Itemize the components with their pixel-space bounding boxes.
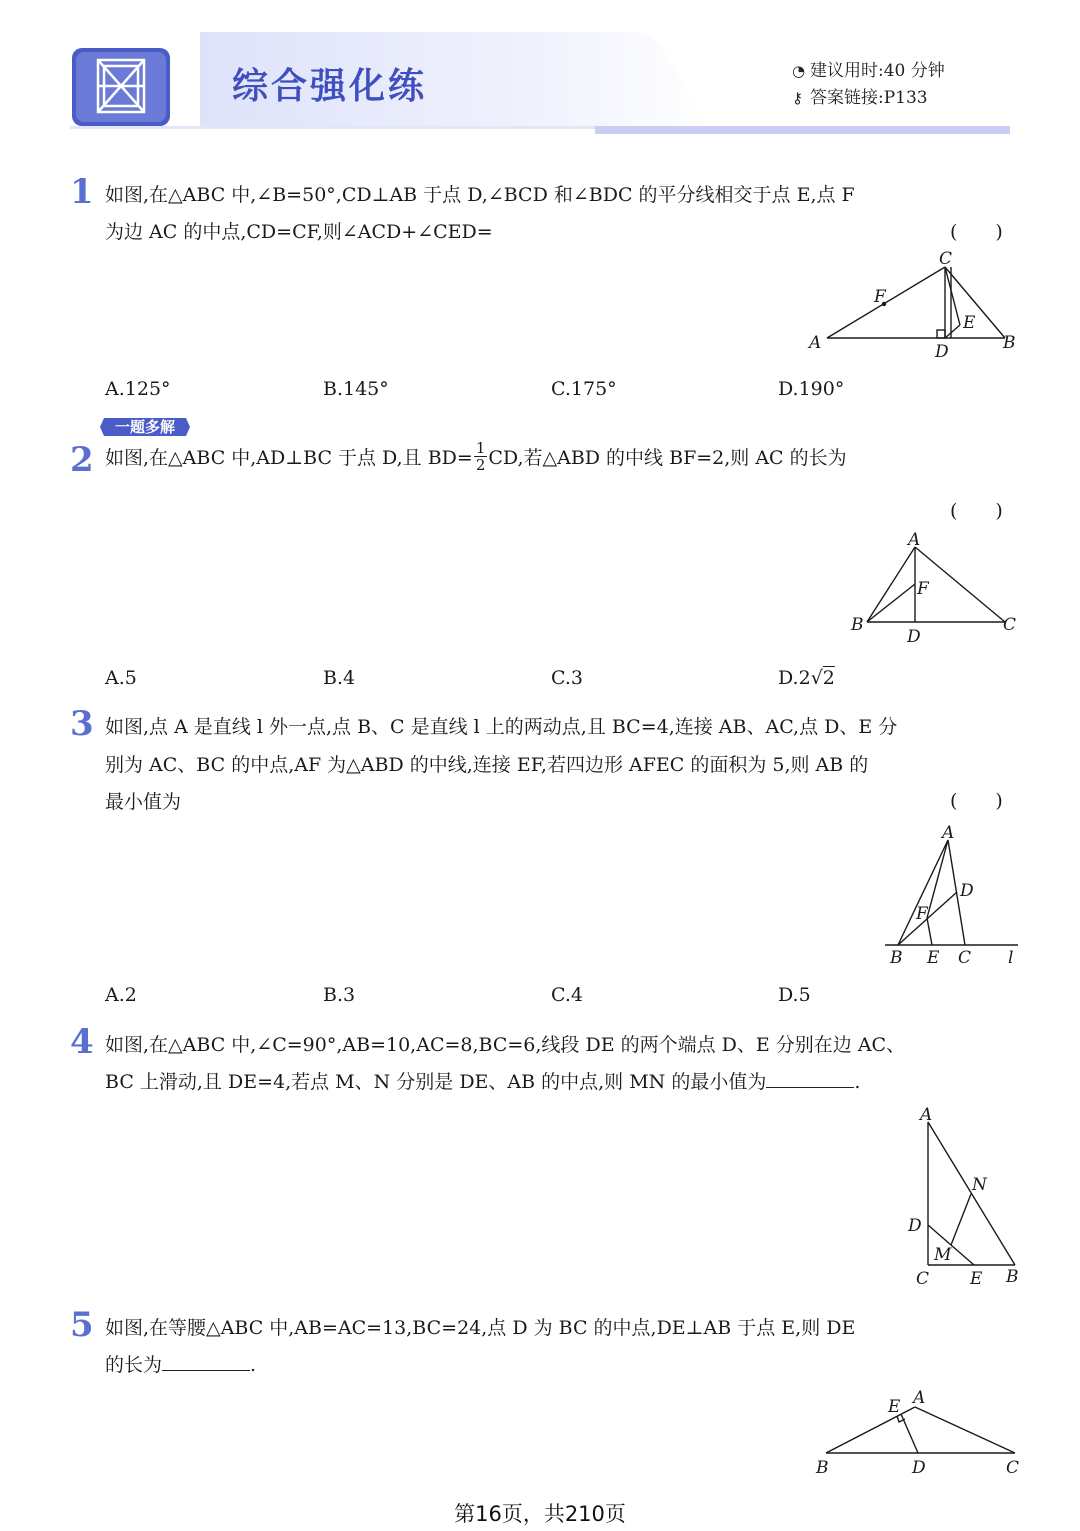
question-3-line-1: 如图,点 A 是直线 l 外一点,点 B、C 是直线 l 上的两动点,且 BC=4,连接 AB、AC,点 D、E 分 xyxy=(105,716,898,738)
label-a: A xyxy=(920,1105,933,1125)
question-1-option-a[interactable]: A.125° xyxy=(105,378,171,400)
label-e: E xyxy=(970,1269,983,1289)
label-f: F xyxy=(916,904,928,924)
question-2-option-a[interactable]: A.5 xyxy=(105,667,137,689)
question-1-figure xyxy=(805,250,1025,362)
question-5-line-1: 如图,在等腰△ABC 中,AB=AC=13,BC=24,点 D 为 BC 的中点,DE⊥AB 于点 E,则 DE xyxy=(105,1317,856,1339)
question-4-line-1: 如图,在△ABC 中,∠C=90°,AB=10,AC=8,BC=6,线段 DE 的两个端点 D、E 分别在边 AC、 xyxy=(105,1034,906,1056)
segment-mn xyxy=(951,1194,971,1245)
key-icon: ⚷ xyxy=(792,89,803,107)
suggested-time xyxy=(792,56,945,81)
page-number-footer: 第16页，共210页 xyxy=(454,1502,626,1526)
question-3-line-3: 最小值为 xyxy=(105,791,182,813)
question-5-period: . xyxy=(250,1354,257,1376)
question-2-answer-paren: ( ) xyxy=(950,500,1003,522)
question-4-line-2-text: BC 上滑动,且 DE=4,若点 M、N 分别是 DE、AB 的中点,则 MN 的最小值为 xyxy=(105,1071,767,1093)
question-1-line-1: 如图,在△ABC 中,∠B=50°,CD⊥AB 于点 D,∠BCD 和∠BDC 的平分线相交于点 E,点 F xyxy=(105,184,855,206)
question-1-option-b[interactable]: B.145° xyxy=(323,378,389,400)
multi-solution-tag-label: 一题多解 xyxy=(114,418,176,436)
label-b: B xyxy=(890,948,903,968)
question-3-option-b[interactable]: B.3 xyxy=(323,984,356,1006)
label-d: D xyxy=(912,1458,926,1478)
question-2-text-pre: 如图,在△ABC 中,AD⊥BC 于点 D,且 BD= xyxy=(105,446,473,469)
question-2-fraction xyxy=(474,440,488,473)
label-a: A xyxy=(908,530,921,550)
option-d-radicand: 2 xyxy=(822,667,835,689)
label-n: N xyxy=(972,1175,987,1195)
question-4-answer-blank[interactable] xyxy=(766,1069,854,1088)
answer-link[interactable] xyxy=(792,83,928,108)
question-2-option-d[interactable] xyxy=(778,667,835,689)
right-angle-mark xyxy=(937,330,945,338)
label-d: D xyxy=(908,1216,922,1236)
label-a: A xyxy=(942,823,955,843)
label-m: M xyxy=(934,1245,952,1265)
question-4-number: 4 xyxy=(70,1022,94,1062)
label-a: A xyxy=(913,1388,926,1408)
question-3-figure xyxy=(880,820,1020,970)
question-3-option-d[interactable]: D.5 xyxy=(778,984,811,1006)
question-3-option-c[interactable]: C.4 xyxy=(551,984,583,1006)
label-c: C xyxy=(916,1269,930,1289)
question-2-text-post: CD,若△ABD 的中线 BF=2,则 AC 的长为 xyxy=(488,446,847,469)
label-e: E xyxy=(963,313,976,333)
timer-icon: ◔ xyxy=(792,62,806,80)
question-4-figure xyxy=(900,1100,1025,1292)
label-c: C xyxy=(1003,615,1017,635)
label-b: B xyxy=(1006,1267,1019,1287)
label-l: l xyxy=(1008,948,1014,968)
question-1-option-c[interactable]: C.175° xyxy=(551,378,617,400)
question-5-figure xyxy=(810,1385,1025,1480)
label-d: D xyxy=(935,342,949,362)
question-2-line-1 xyxy=(105,432,847,480)
segment-ac xyxy=(827,267,945,338)
fraction-numerator: 1 xyxy=(475,438,486,457)
question-4-period: . xyxy=(854,1071,861,1093)
segment-de xyxy=(945,325,960,338)
question-2-figure xyxy=(845,530,1025,648)
question-5-number: 5 xyxy=(70,1305,94,1345)
question-5-line-2-text: 的长为 xyxy=(105,1354,163,1376)
question-4-line-2 xyxy=(105,1067,860,1094)
label-c: C xyxy=(958,948,972,968)
question-3-number: 3 xyxy=(70,704,94,744)
question-3-line-2: 别为 AC、BC 的中点,AF 为△ABD 的中线,连接 EF,若四边形 AFEC 的面积为 5,则 AB 的 xyxy=(105,754,869,776)
question-1-option-d[interactable]: D.190° xyxy=(778,378,845,400)
question-2-option-b[interactable]: B.4 xyxy=(323,667,356,689)
option-d-text: D.2 xyxy=(778,667,811,689)
cube-icon xyxy=(72,48,170,126)
segment-ac xyxy=(915,1407,1015,1453)
answer-link-label: 答案链接:P133 xyxy=(810,88,928,108)
suggested-time-label: 建议用时:40 分钟 xyxy=(810,61,945,81)
question-2-option-c[interactable]: C.3 xyxy=(551,667,583,689)
question-3-option-a[interactable]: A.2 xyxy=(105,984,137,1006)
label-b: B xyxy=(1003,333,1016,353)
segment-ab xyxy=(898,840,948,945)
label-e: E xyxy=(927,948,940,968)
question-2-number: 2 xyxy=(70,440,94,480)
segment-ab xyxy=(867,547,915,622)
question-1-number: 1 xyxy=(70,172,94,212)
label-c: C xyxy=(1006,1458,1020,1478)
label-a: A xyxy=(809,333,822,353)
question-1-answer-paren: ( ) xyxy=(950,221,1003,243)
question-5-line-2 xyxy=(105,1350,256,1377)
sqrt-symbol: √ xyxy=(810,667,823,689)
label-b: B xyxy=(851,615,864,635)
question-1-line-2: 为边 AC 的中点,CD=CF,则∠ACD+∠CED= xyxy=(105,221,493,243)
fraction-denominator: 2 xyxy=(475,455,486,474)
question-3-answer-paren: ( ) xyxy=(950,790,1003,812)
label-d: D xyxy=(960,881,974,901)
label-f: F xyxy=(917,579,929,599)
label-c: C xyxy=(939,250,953,269)
question-5-answer-blank[interactable] xyxy=(162,1352,250,1371)
page-title: 综合强化练 xyxy=(232,66,428,107)
label-d: D xyxy=(907,627,921,647)
label-f: F xyxy=(874,287,886,307)
segment-bf xyxy=(867,584,915,622)
label-e: E xyxy=(888,1397,901,1417)
label-b: B xyxy=(816,1458,829,1478)
